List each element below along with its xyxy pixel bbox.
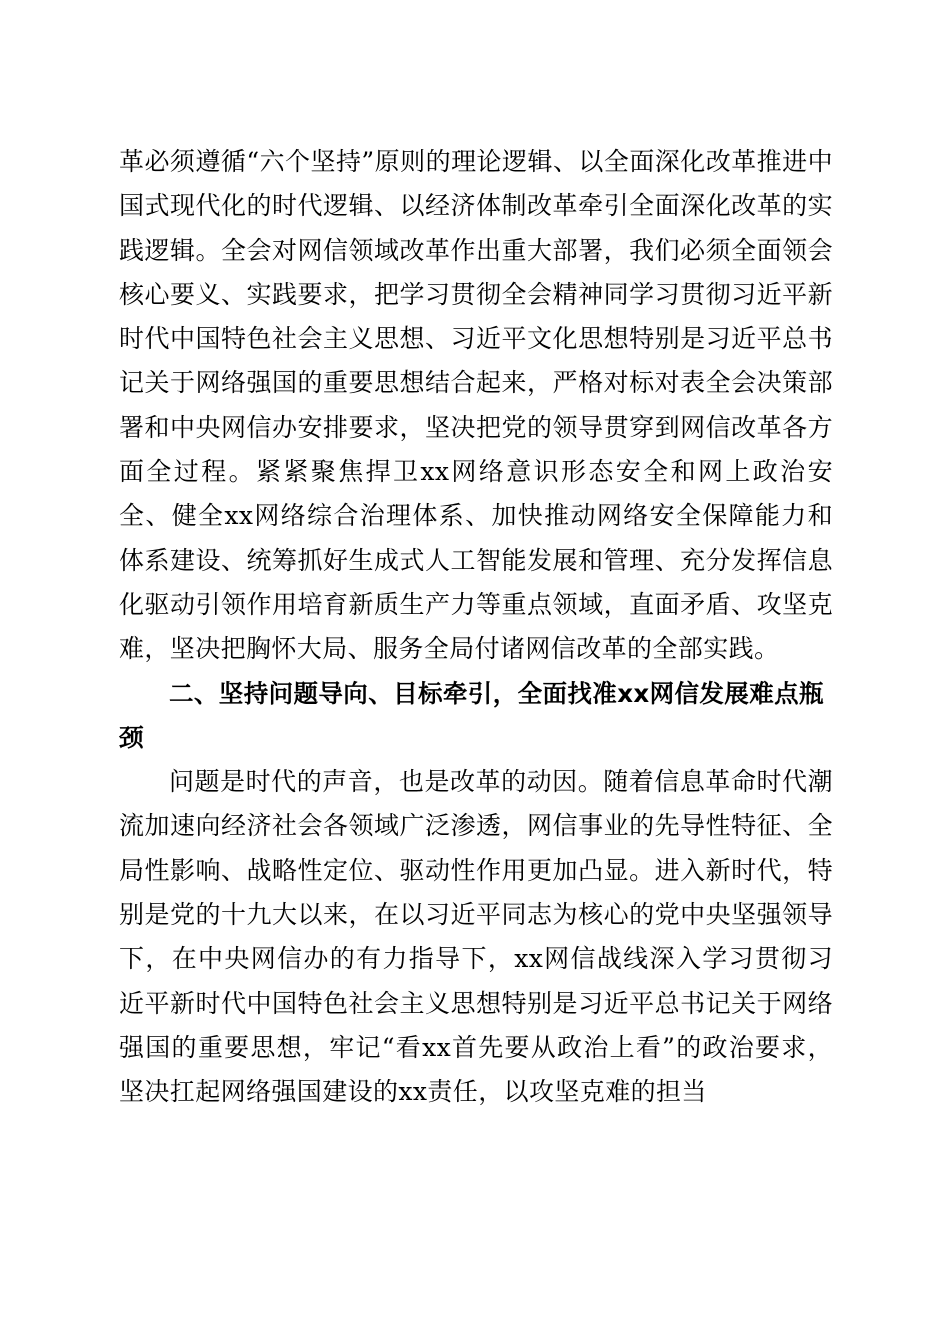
body-paragraph: 问题是时代的声音，也是改革的动因。随着信息革命时代潮流加速向经济社会各领域广泛渗透，网信事业的先导性特征、全局性影响、战略性定位、驱动性作用更加凸显。进入新时代，特别是党的十九大以来，在以习近平同志为核心的党中央坚强领导下，在中央网信办的有力指导下，xx网信战线深入学习贯彻习近平新时代中国特色社会主义思想特别是习近平总书记关于网络强国的重要思想，牢记“看xx首先要从政治上看”的政治要求，坚决扛起网络强国建设的xx责任，以攻坚克难的担当: [119, 767, 833, 1107]
body-paragraph: 革必须遵循“六个坚持”原则的理论逻辑、以全面深化改革推进中国式现代化的时代逻辑、以经济体制改革牵引全面深化改革的实践逻辑。全会对网信领域改革作出重大部署，我们必须全面领会核心要义、实践要求，把学习贯彻全会精神同学习贯彻习近平新时代中国特色社会主义思想、习近平文化思想特别是习近平总书记关于网络强国的重要思想结合起来，严格对标对表全会决策部署和中央网信办安排要求，坚决把党的领导贯穿到网信改革各方面全过程。紧紧聚焦捍卫xx网络意识形态安全和网上政治安全、健全xx网络综合治理体系、加快推动网络安全保障能力和体系建设、统筹抓好生成式人工智能发展和管理、充分发挥信息化驱动引领作用培育新质生产力等重点领域，直面矛盾、攻坚克难，坚决把胸怀大局、服务全局付诸网信改革的全部实践。: [119, 147, 833, 664]
document-body: [119, 140, 833, 1115]
section-heading: 二、坚持问题导向、目标牵引，全面找准xx网信发展难点瓶颈: [119, 678, 824, 752]
